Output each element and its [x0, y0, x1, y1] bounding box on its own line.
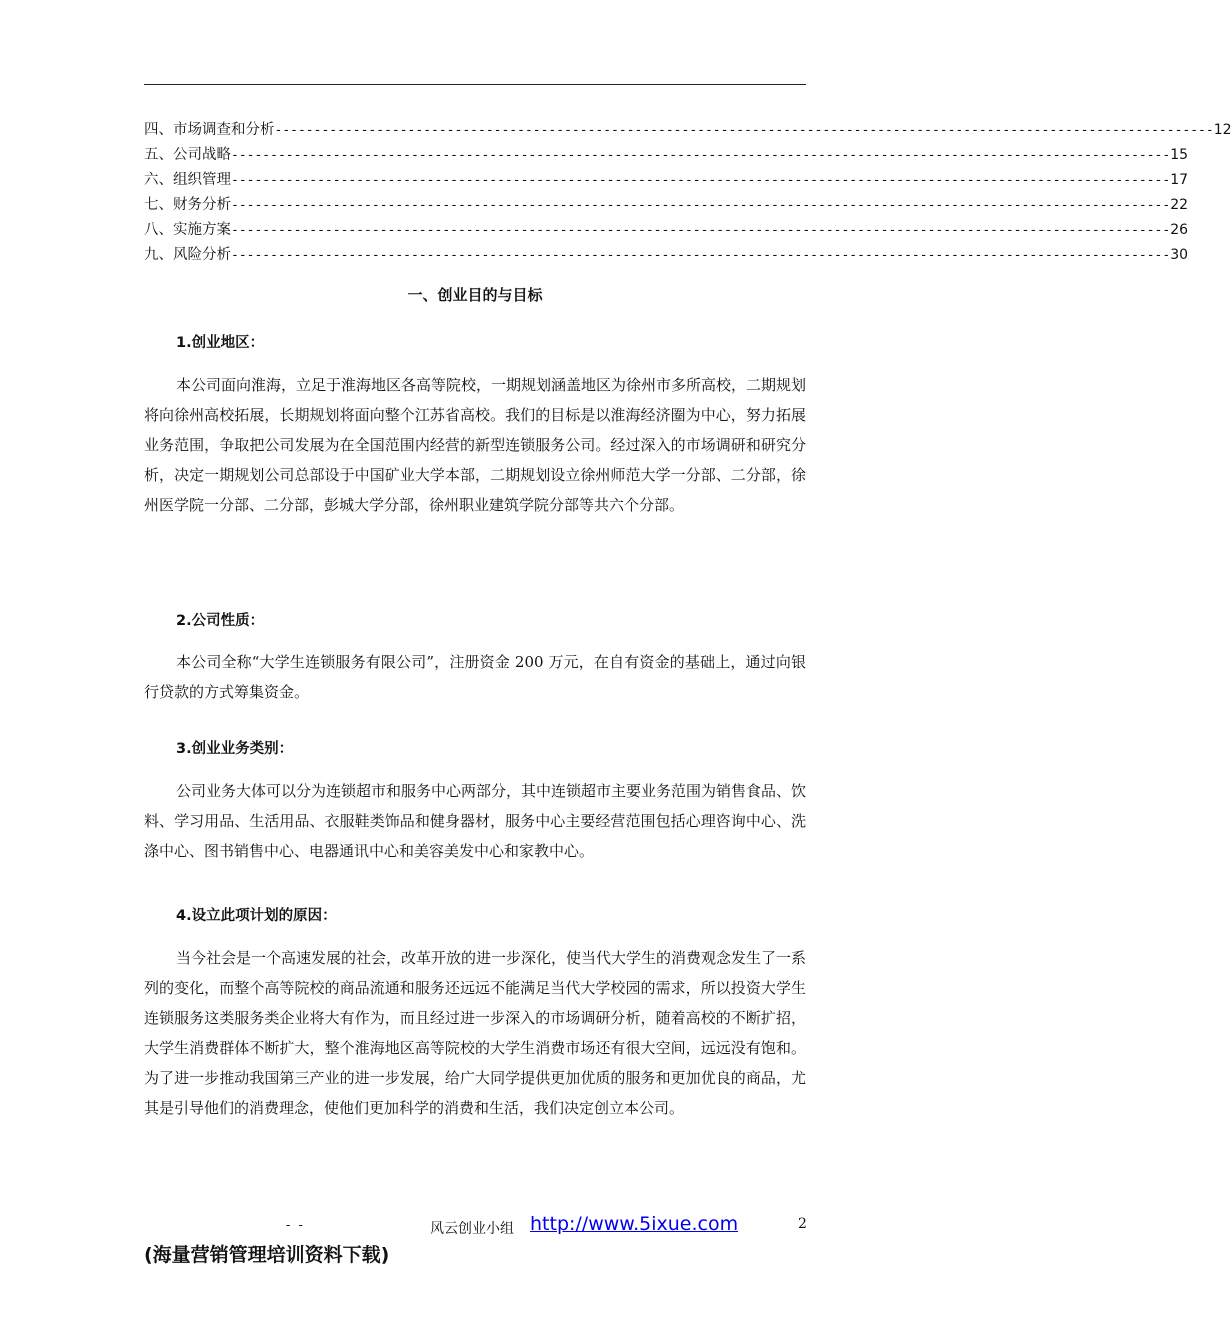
subsection-heading: 1.创业地区： — [176, 335, 265, 351]
toc-leader: ------------------------------------------------------------------------------------------------------------------------ — [231, 173, 1171, 188]
table-of-contents — [144, 118, 1232, 268]
toc-entry-label: 四、市场调查和分析 — [144, 122, 275, 138]
footer-dashes: - - — [286, 1218, 305, 1233]
toc-entry[interactable] — [144, 193, 1189, 218]
toc-entry[interactable] — [144, 218, 1189, 243]
toc-leader: ------------------------------------------------------------------------------------------------------------------------ — [274, 123, 1214, 138]
toc-entry-page: 12 — [1213, 122, 1232, 138]
toc-entry-label: 五、公司战略 — [144, 147, 231, 163]
toc-leader: ------------------------------------------------------------------------------------------------------------------------ — [231, 198, 1171, 213]
toc-entry-label: 六、组织管理 — [144, 172, 231, 188]
page-number: 2 — [798, 1216, 807, 1232]
paragraph: 本公司全称“大学生连锁服务有限公司”，注册资金 200 万元，在自有资金的基础上，通过向银行贷款的方式筹集资金。 — [144, 653, 806, 701]
toc-leader: ------------------------------------------------------------------------------------------------------------------------ — [231, 248, 1171, 263]
toc-entry-page: 17 — [1170, 172, 1189, 188]
toc-entry-page: 15 — [1170, 147, 1189, 163]
toc-entry[interactable] — [144, 168, 1189, 193]
toc-entry-label: 八、实施方案 — [144, 222, 231, 238]
footer-website-link[interactable]: http://www.5ixue.com — [530, 1213, 739, 1235]
toc-entry-page: 30 — [1170, 247, 1189, 263]
toc-entry[interactable] — [144, 118, 1232, 143]
toc-entry[interactable] — [144, 243, 1189, 268]
subsection-heading: 3.创业业务类别： — [176, 741, 294, 757]
toc-entry-page: 26 — [1170, 222, 1189, 238]
subsection-heading: 4.设立此项计划的原因： — [176, 908, 337, 924]
paragraph: 公司业务大体可以分为连锁超市和服务中心两部分，其中连锁超市主要业务范围为销售食品、饮料、学习用品、生活用品、衣服鞋类饰品和健身器材，服务中心主要经营范围包括心理咨询中心、洗涤中心、图书销售中心、电器通讯中心和美容美发中心和家教中心。 — [144, 782, 807, 860]
header-rule — [144, 84, 806, 85]
subsection-heading: 2.公司性质： — [176, 613, 265, 629]
toc-entry-label: 九、风险分析 — [144, 247, 231, 263]
toc-leader: ------------------------------------------------------------------------------------------------------------------------ — [231, 148, 1171, 163]
toc-leader: ------------------------------------------------------------------------------------------------------------------------ — [231, 223, 1171, 238]
paragraph: 本公司面向淮海，立足于淮海地区各高等院校，一期规划涵盖地区为徐州市多所高校，二期规划将向徐州高校拓展，长期规划将面向整个江苏省高校。我们的目标是以淮海经济圈为中心，努力拓展业务范围，争取把公司发展为在全国范围内经营的新型连锁服务公司。经过深入的市场调研和研究分析，决定一期规划公司总部设于中国矿业大学本部，二期规划设立徐州师范大学一分部、二分部，徐州医学院一分部、二分部，彭城大学分部，徐州职业建筑学院分部等共六个分部。 — [144, 376, 807, 514]
paragraph: 当今社会是一个高速发展的社会，改革开放的进一步深化，使当代大学生的消费观念发生了一系列的变化，而整个高等院校的商品流通和服务还远远不能满足当代大学校园的需求，所以投资大学生连锁服务这类服务类企业将大有作为，而且经过进一步深入的市场调研分析，随着高校的不断扩招，大学生消费群体不断扩大，整个淮海地区高等院校的大学生消费市场还有很大空间，远远没有饱和。为了进一步推动我国第三产业的进一步发展，给广大同学提供更加优质的服务和更加优良的商品，尤其是引导他们的消费理念，使他们更加科学的消费和生活，我们决定创立本公司。 — [144, 949, 807, 1117]
footer-note: (海量营销管理培训资料下载) — [144, 1244, 390, 1266]
toc-entry-page: 22 — [1170, 197, 1189, 213]
toc-entry[interactable] — [144, 143, 1189, 168]
section-title: 一、创业目的与目标 — [407, 286, 543, 304]
footer-group-name: 风云创业小组 — [430, 1221, 514, 1237]
toc-entry-label: 七、财务分析 — [144, 197, 231, 213]
